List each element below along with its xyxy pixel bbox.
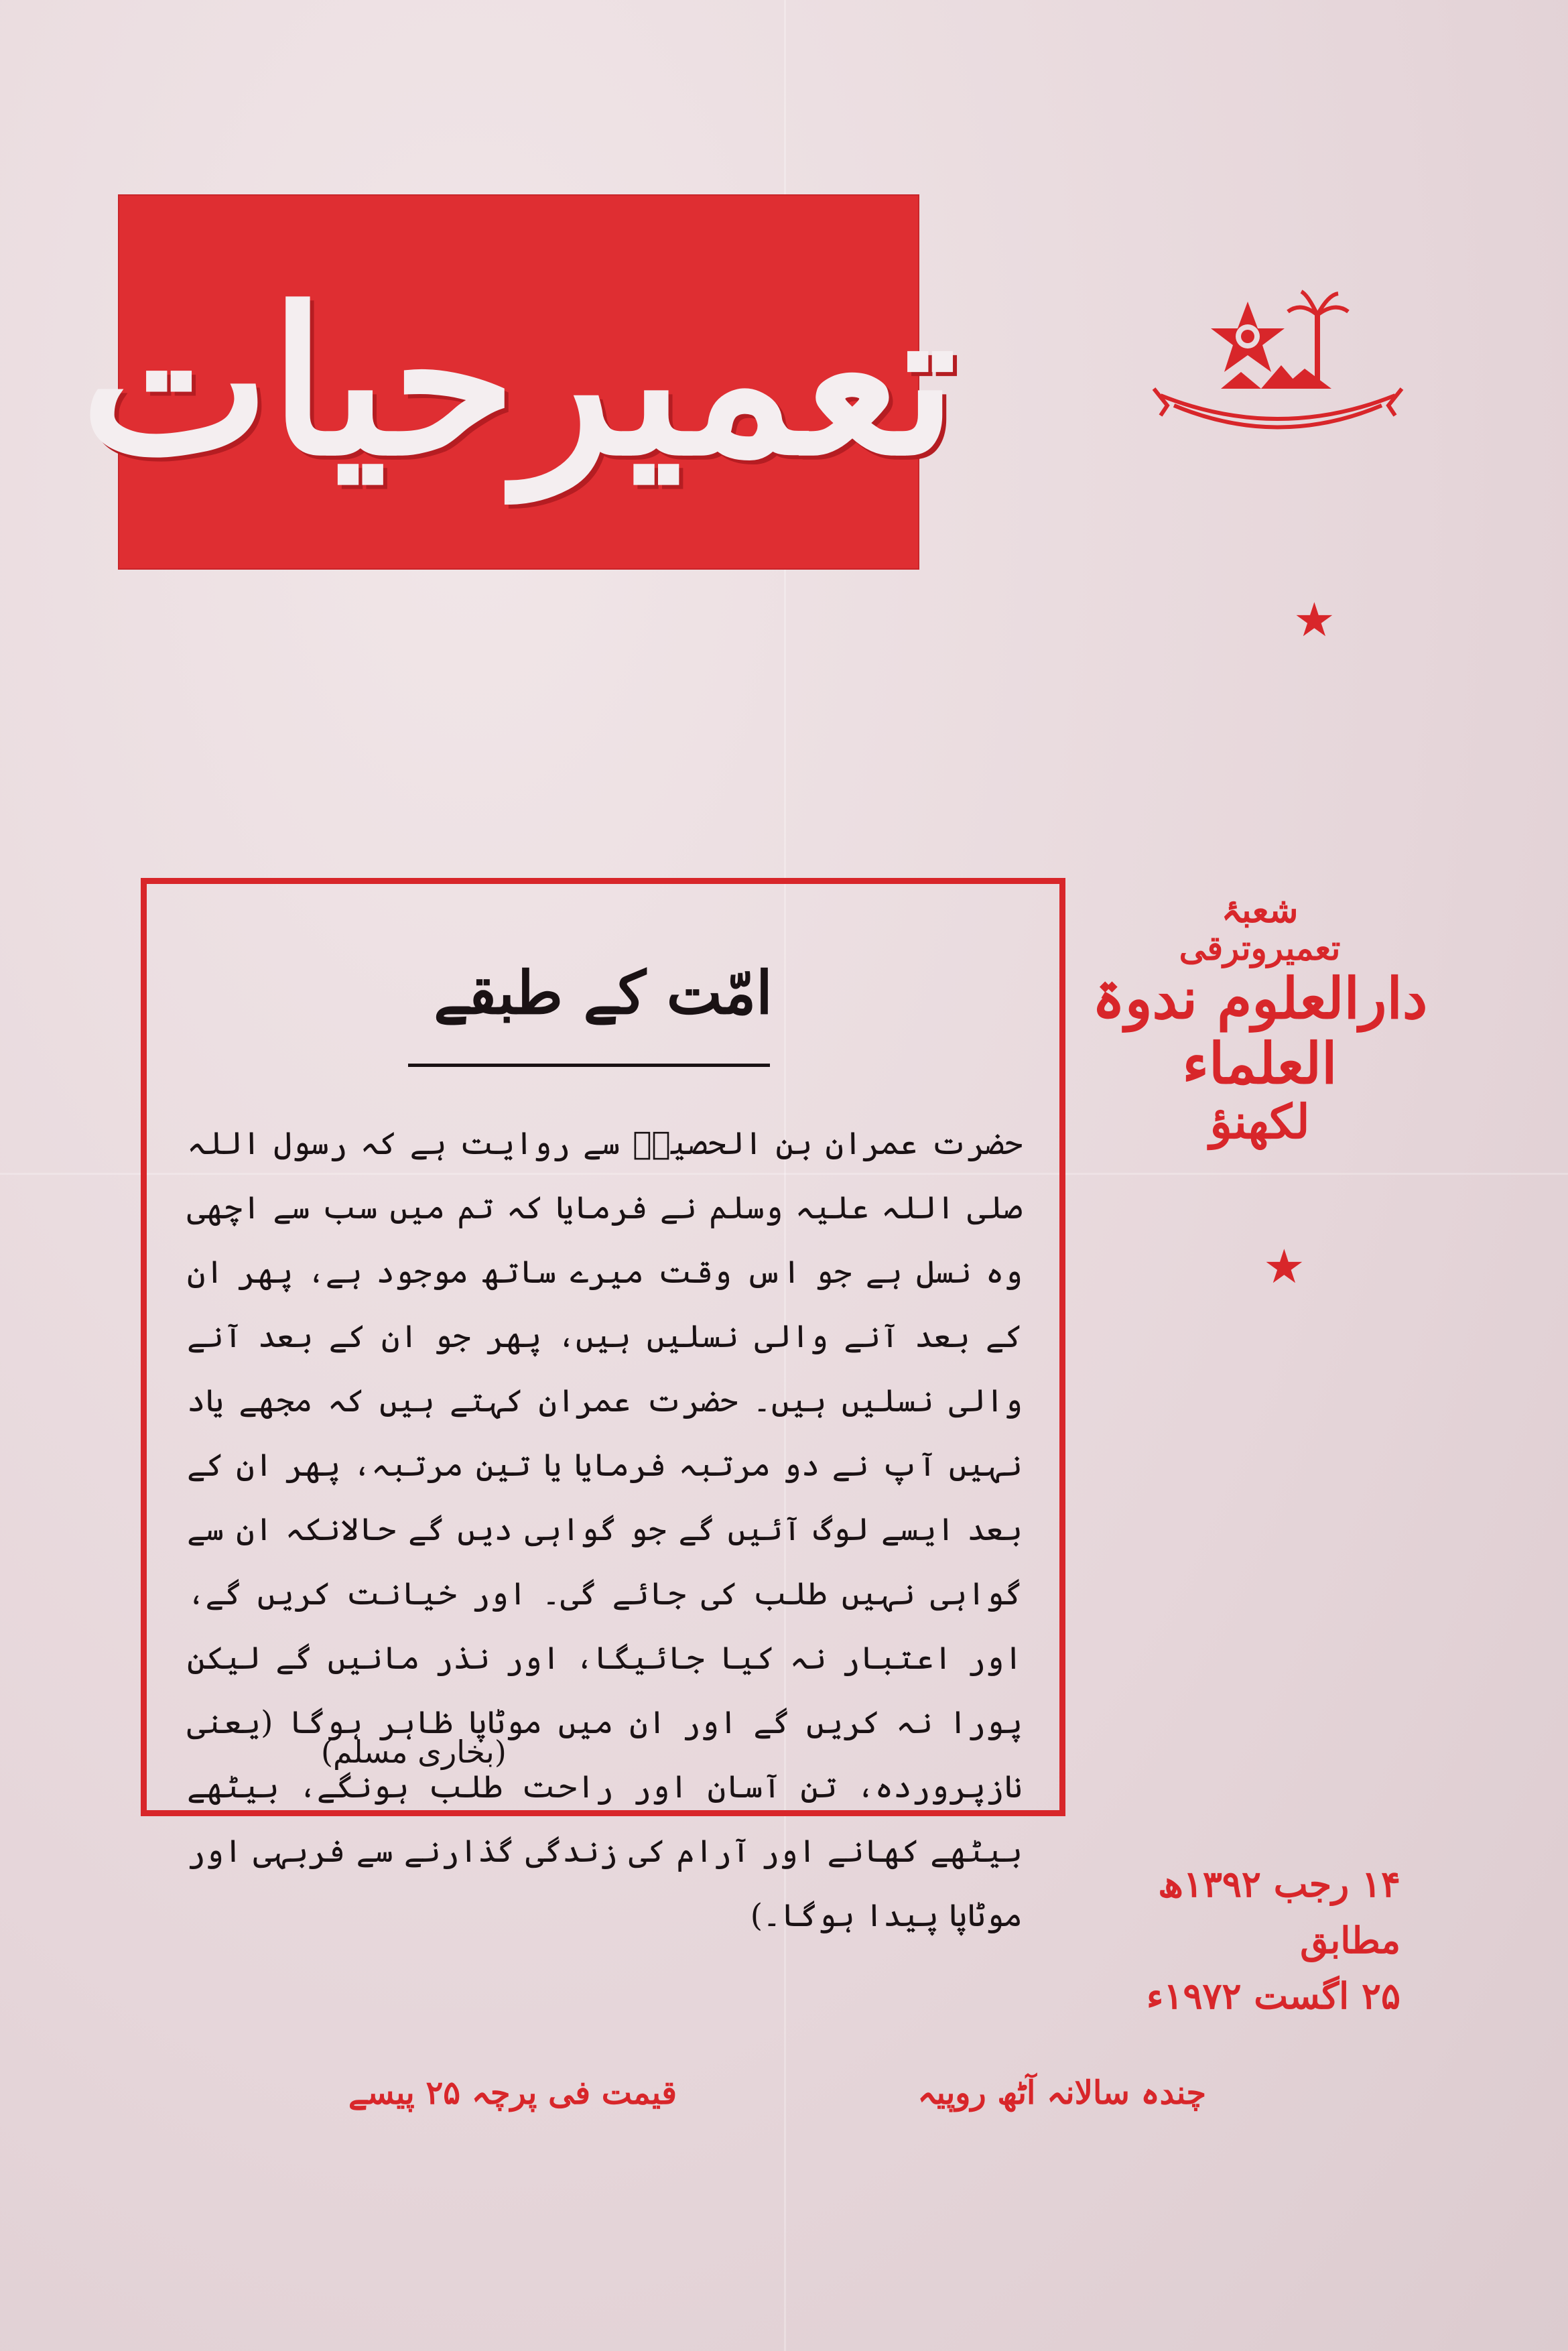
publisher-department: تعمیروترقی: [1179, 928, 1341, 968]
publisher-name: دارالعلوم ندوۃ العلماء: [1092, 965, 1428, 1096]
article-source: (بخاری مسلم): [321, 1734, 507, 1770]
gregorian-date: ۲۵ اگست ۱۹۷۲ء: [1147, 1974, 1400, 2018]
date-corresponding: مطابق: [1300, 1918, 1400, 1962]
masthead-title: تعمیرحیات: [80, 263, 957, 500]
per-issue-price: قیمت فی پرچہ ۲۵ پیسے: [348, 2074, 677, 2112]
emblem-icon: [1147, 288, 1409, 462]
star-icon: ★: [1263, 1239, 1305, 1294]
article-title: امّت کے طبقے: [434, 958, 773, 1027]
publisher-city: لکھنؤ: [1210, 1094, 1310, 1150]
issue-dates: [998, 1856, 1400, 2025]
masthead-banner: [80, 194, 957, 570]
article-body: حضرت عمران بن الحصینؓ سے روایت ہے کہ رسول اللہ صلی اللہ علیہ وسلم نے فرمایا کہ تم میں سب سے اچھی وہ نسل ہے جو اس وقت میرے ساتھ موجود ہے، پھر ان کے بعد آنے والی نسلیں ہیں، پھر جو ان کے بعد آنے والی نسلیں ہیں۔ حضرت عمران کہتے ہیں کہ مجھے یاد نہیں آپ نے دو مرتبہ فرمایا یا تین مرتبہ، پھر ان کے بعد ایسے لوگ آئیں گے جو گواہی دیں گے حالانکہ ان سے گواہی نہیں طلب کی جائے گی۔ اور خیانت کریں گے، اور اعتبار نہ کیا جائیگا، اور نذر مانیں گے لیکن پورا نہ کریں گے اور ان میں موٹاپا ظاہر ہوگا (یعنی نازپروردہ، تن آسان اور راحت طلب ہونگے، بیٹھے بیٹھے کھانے اور آرام کی زندگی گذارنے سے فربہی اور موٹاپا پیدا ہوگا۔): [187, 1125, 1023, 1934]
star-icon: ★: [1293, 592, 1335, 647]
price-footer: [348, 2074, 1206, 2112]
hijri-date: ۱۴ رجب ۱۳۹۲ھ: [1158, 1862, 1400, 1905]
annual-subscription: چندہ سالانہ آٹھ روپیہ: [917, 2074, 1206, 2112]
article-box: [141, 878, 1065, 1934]
title-underline: [408, 1064, 770, 1067]
publisher-block: [1072, 890, 1447, 1150]
publisher-label: شعبۂ: [1221, 890, 1299, 931]
